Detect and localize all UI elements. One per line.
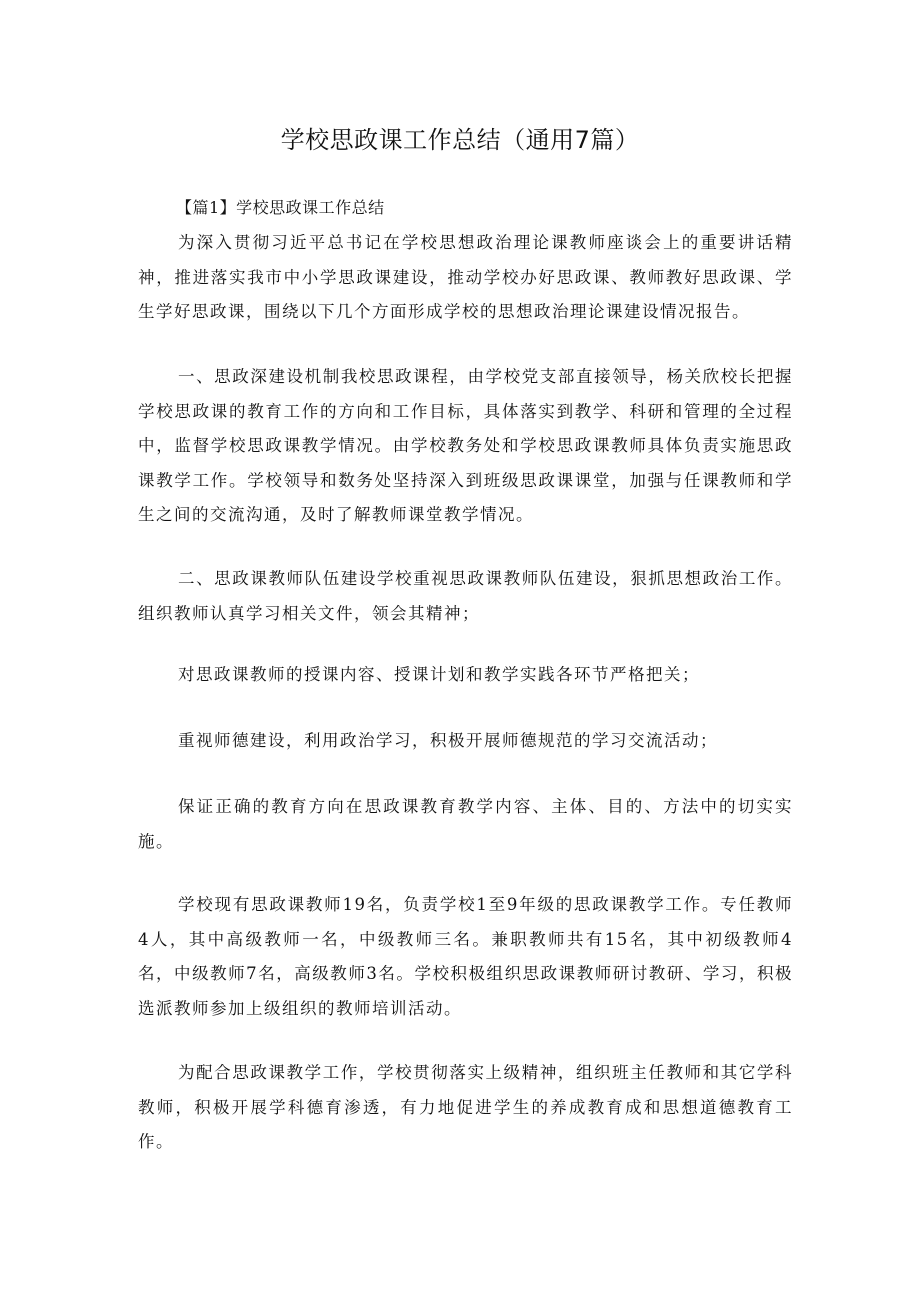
section-header: 【篇1】学校思政课工作总结 [176, 198, 385, 217]
paragraph-ethics: 重视师德建设，利用政治学习，积极开展师德规范的学习交流活动； [178, 731, 718, 750]
paragraph-intro: 为深入贯彻习近平总书记在学校思想政治理论课教师座谈会上的重要讲话精神，推进落实我市中小学思政课建设，推动学校办好思政课、教师教好思政课、学生学好思政课，围绕以下几个方面形成学校的思想政治理论课建设情况报告。 [138, 233, 793, 321]
document-title: 学校思政课工作总结（通用7篇） [280, 126, 640, 154]
paragraph-teacher-team: 二、思政课教师队伍建设学校重视思政课教师队伍建设，狠抓思想政治工作。组织教师认真学习相关文件，领会其精神； [138, 569, 793, 623]
paragraph-cooperation: 为配合思政课教学工作，学校贯彻落实上级精神，组织班主任教师和其它学科教师，积极开展学科德育渗透，有力地促进学生的养成教育成和思想道德教育工作。 [138, 1063, 793, 1151]
paragraph-staff-stats: 学校现有思政课教师19名，负责学校1至9年级的思政课教学工作。专任教师4人，其中高级教师一名，中级教师三名。兼职教师共有15名，其中初级教师4名，中级教师7名，高级教师3名。学校积极组织思政课教师研讨教研、学习，积极选派教师参加上级组织的教师培训活动。 [138, 895, 793, 1018]
paragraph-direction: 保证正确的教育方向在思政课教育教学内容、主体、目的、方法中的切实实施。 [138, 797, 793, 851]
paragraph-lesson-review: 对思政课教师的授课内容、授课计划和教学实践各环节严格把关； [178, 665, 700, 684]
paragraph-mechanism: 一、思政深建设机制我校思政课程，由学校党支部直接领导，杨关欣校长把握学校思政课的教育工作的方向和工作目标，具体落实到教学、科研和管理的全过程中，监督学校思政课教学情况。由学校教务处和学校思政课教师具体负责实施思政课教学工作。学校领导和数务处坚持深入到班级思政课课堂，加强与任课教师和学生之间的交流沟通，及时了解教师课堂教学情况。 [138, 367, 793, 524]
